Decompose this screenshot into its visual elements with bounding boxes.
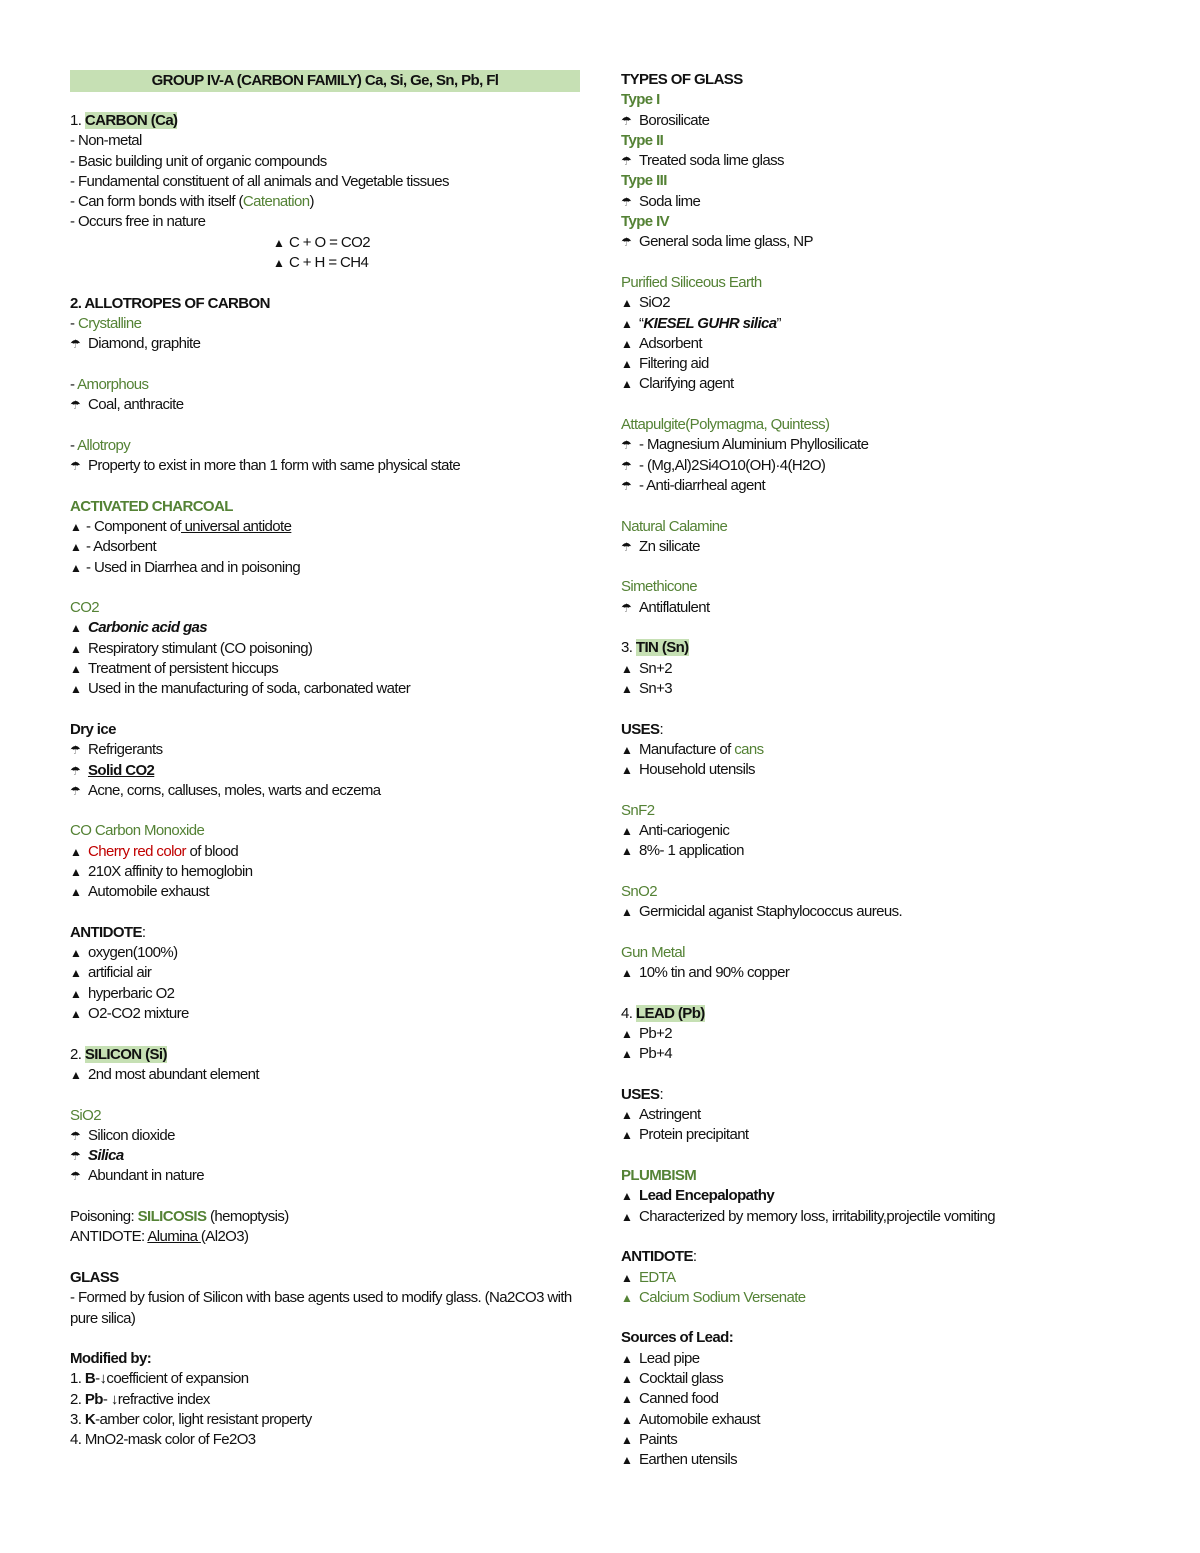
list-item: ▲ O2-CO2 mixture: [70, 1004, 580, 1024]
section-heading: ACTIVATED CHARCOAL: [70, 497, 233, 515]
bullet-icon: ▲: [621, 823, 633, 838]
section-heading: SnF2: [621, 801, 655, 819]
section-heading: SnO2: [621, 882, 657, 900]
list-item: ▲ Protein precipitant: [621, 1125, 1141, 1145]
bullet-icon: ▲: [621, 316, 633, 331]
list-item: ▲ Treatment of persistent hiccups: [70, 659, 580, 679]
text-paragraph: - Formed by fusion of Silicon with base agents used to modify glass. (Na2CO3 with pure silica): [70, 1289, 572, 1327]
bullet-icon: ▲: [70, 641, 82, 656]
bullet-icon: ▲: [621, 844, 633, 859]
list-item: ▲ 210X affinity to hemoglobin: [70, 862, 580, 882]
list-item: ▲ Used in the manufacturing of soda, carbonated water: [70, 679, 580, 699]
list-item: ▲ 8%- 1 application: [621, 841, 1141, 861]
list-item: ▲ - Component of universal antidote: [70, 517, 580, 537]
list-item: ▲ Carbonic acid gas: [70, 618, 580, 638]
list-item: ▲ oxygen(100%): [70, 943, 580, 963]
bullet-icon: ▲: [621, 1209, 633, 1224]
sub-bullet-icon: ☂: [621, 458, 632, 473]
list-item: ☂ Abundant in nature: [70, 1166, 580, 1186]
text-line: - Amorphous: [70, 375, 149, 393]
bullet-icon: ▲: [621, 742, 633, 757]
left-column: [70, 70, 580, 1451]
section-heading: TYPES OF GLASS: [621, 71, 743, 88]
section-heading: Natural Calamine: [621, 517, 728, 535]
bullet-icon: ▲: [70, 662, 82, 677]
list-item: ☂ - (Mg,Al)2Si4O10(OH)·4(H2O): [621, 456, 1141, 476]
list-item: ☂ Silica: [70, 1146, 580, 1166]
list-item: ▲ Pb+4: [621, 1044, 1141, 1064]
silicon-heading: 2. SILICON (Si): [70, 1045, 167, 1063]
lead-heading: 4. LEAD (Pb): [621, 1004, 705, 1022]
bullet-icon: ▲: [70, 1007, 82, 1022]
sub-bullet-icon: ☂: [70, 1128, 81, 1143]
bullet-icon: ▲: [621, 763, 633, 778]
list-item: ▲ Respiratory stimulant (CO poisoning): [70, 639, 580, 659]
list-item: ▲ Astringent: [621, 1105, 1141, 1125]
list-item: ▲ “KIESEL GUHR silica”: [621, 314, 1141, 334]
bullet-icon: ▲: [621, 905, 633, 920]
bullet-icon: ▲: [273, 256, 285, 271]
bullet-icon: ▲: [70, 844, 82, 859]
bullet-icon: ▲: [70, 986, 82, 1001]
bullet-icon: ▲: [621, 1189, 633, 1204]
list-item: ▲ Lead Encepalopathy: [621, 1186, 1141, 1206]
bullet-icon: ▲: [621, 661, 633, 676]
tin-heading: 3. TIN (Sn): [621, 639, 689, 657]
bullet-icon: ▲: [621, 681, 633, 696]
list-item: ▲ Lead pipe: [621, 1349, 1141, 1369]
text-line: - Can form bonds with itself (Catenation): [70, 193, 314, 211]
bullet-icon: ▲: [621, 1290, 633, 1305]
sub-bullet-icon: ☂: [621, 600, 632, 615]
sub-bullet-icon: ☂: [621, 438, 632, 453]
page-title: GROUP IV-A (CARBON FAMILY) Ca, Si, Ge, Sn, Pb, Fl: [70, 70, 580, 92]
text-line: - Fundamental constituent of all animals and Vegetable tissues: [70, 172, 449, 190]
text-line: - Allotropy: [70, 436, 131, 454]
list-item: ☂ Property to exist in more than 1 form with same physical state: [70, 456, 580, 476]
bullet-icon: ▲: [70, 519, 82, 534]
section-heading: Dry ice: [70, 720, 116, 738]
section-heading: CO Carbon Monoxide: [70, 822, 205, 840]
sub-bullet-icon: ☂: [621, 194, 632, 209]
type-label: Type III: [621, 172, 667, 190]
list-item: ☂ Refrigerants: [70, 740, 580, 760]
section-heading: ANTIDOTE:: [621, 1248, 697, 1266]
bullet-icon: ▲: [70, 864, 82, 879]
bullet-icon: ▲: [621, 1047, 633, 1062]
bullet-icon: ▲: [621, 966, 633, 981]
list-item: ▲ hyperbaric O2: [70, 984, 580, 1004]
bullet-icon: ▲: [70, 560, 82, 575]
list-item: ☂ Diamond, graphite: [70, 334, 580, 354]
bullet-icon: ▲: [70, 621, 82, 636]
list-item: ▲ Anti-cariogenic: [621, 821, 1141, 841]
section-heading: 2. ALLOTROPES OF CARBON: [70, 294, 270, 312]
list-item: ▲ Characterized by memory loss, irritability,projectile vomiting: [621, 1207, 1141, 1227]
section-heading: Purified Siliceous Earth: [621, 273, 762, 291]
list-item: ▲ - Used in Diarrhea and in poisoning: [70, 558, 580, 578]
list-item: ☂ Silicon dioxide: [70, 1126, 580, 1146]
poisoning-line: Poisoning: SILICOSIS (hemoptysis): [70, 1208, 289, 1226]
text-line: - Crystalline: [70, 314, 142, 332]
list-item: ▲ Sn+3: [621, 679, 1141, 699]
section-heading: GLASS: [70, 1268, 119, 1286]
bullet-icon: ▲: [621, 1453, 633, 1468]
type-label: Type I: [621, 91, 660, 109]
type-label: Type IV: [621, 213, 670, 231]
bullet-icon: ▲: [621, 336, 633, 351]
right-column: [621, 70, 1141, 1470]
list-item: ▲ Germicidal aganist Staphylococcus aureus.: [621, 902, 1141, 922]
bullet-icon: ▲: [621, 296, 633, 311]
bullet-icon: ▲: [621, 1412, 633, 1427]
bullet-icon: ▲: [70, 885, 82, 900]
sub-bullet-icon: ☂: [621, 235, 632, 250]
section-heading: SiO2: [70, 1106, 101, 1124]
equation: ▲ C + O = CO2: [70, 233, 580, 253]
list-item: ☂ Acne, corns, calluses, moles, warts and eczema: [70, 781, 580, 801]
list-item: ☂ Soda lime: [621, 192, 1141, 212]
list-item: ▲ Household utensils: [621, 760, 1141, 780]
sub-bullet-icon: ☂: [621, 539, 632, 554]
sub-bullet-icon: ☂: [70, 743, 81, 758]
section-heading: Sources of Lead:: [621, 1329, 734, 1347]
section-heading: Modified by:: [70, 1350, 152, 1368]
section-heading: ANTIDOTE:: [70, 923, 146, 941]
list-item: ☂ - Magnesium Aluminium Phyllosilicate: [621, 435, 1141, 455]
list-item: ▲ 10% tin and 90% copper: [621, 963, 1141, 983]
sub-bullet-icon: ☂: [621, 478, 632, 493]
bullet-icon: ▲: [621, 1392, 633, 1407]
section-heading: PLUMBISM: [621, 1167, 697, 1185]
list-item: ☂ Coal, anthracite: [70, 395, 580, 415]
list-item: ▲ Sn+2: [621, 659, 1141, 679]
sub-bullet-icon: ☂: [621, 113, 632, 128]
list-item: ☂ Solid CO2: [70, 761, 580, 781]
equation: ▲ C + H = CH4: [70, 253, 580, 273]
sub-bullet-icon: ☂: [70, 1149, 81, 1164]
list-item: ☂ Zn silicate: [621, 537, 1141, 557]
list-item: ▲ 2nd most abundant element: [70, 1065, 580, 1085]
bullet-icon: ▲: [621, 1372, 633, 1386]
list-item: ☂ Antiflatulent: [621, 598, 1141, 618]
bullet-icon: ▲: [70, 540, 82, 555]
type-label: Type II: [621, 131, 664, 149]
bullet-icon: ▲: [621, 377, 633, 392]
antidote-line: ANTIDOTE: Alumina (Al2O3): [70, 1228, 249, 1246]
list-item: ▲ Pb+2: [621, 1024, 1141, 1044]
section-heading: Gun Metal: [621, 943, 685, 961]
section-heading: USES:: [621, 1085, 664, 1103]
sub-bullet-icon: ☂: [70, 763, 81, 778]
list-item: ☂ Treated soda lime glass: [621, 151, 1141, 171]
list-item: ▲ Paints: [621, 1430, 1141, 1450]
sub-bullet-icon: ☂: [70, 459, 81, 474]
bullet-icon: ▲: [621, 1432, 633, 1447]
text-line: - Occurs free in nature: [70, 213, 206, 231]
section-heading: Attapulgite(Polymagma, Quintess): [621, 416, 830, 434]
list-item: ▲ Manufacture of cans: [621, 740, 1141, 760]
sub-bullet-icon: ☂: [70, 1169, 81, 1184]
bullet-icon: ▲: [70, 946, 82, 961]
list-item: ☂ - Anti-diarrheal agent: [621, 476, 1141, 496]
bullet-icon: ▲: [273, 235, 285, 250]
list-item: ▲ - Adsorbent: [70, 537, 580, 557]
list-item: ▲ Canned food: [621, 1389, 1141, 1409]
list-item: ▲ Clarifying agent: [621, 374, 1141, 394]
bullet-icon: ▲: [621, 1108, 633, 1123]
bullet-icon: ▲: [70, 966, 82, 981]
list-item: ▲ EDTA: [621, 1268, 1141, 1288]
bullet-icon: ▲: [70, 1067, 82, 1082]
bullet-icon: ▲: [621, 1128, 633, 1143]
list-item: 3. K-amber color, light resistant property: [70, 1411, 312, 1428]
list-item: ▲ Cocktail glass: [621, 1369, 1141, 1389]
list-item: 4. MnO2-mask color of Fe2O3: [70, 1431, 256, 1449]
bullet-icon: ▲: [70, 682, 82, 697]
sub-bullet-icon: ☂: [621, 154, 632, 169]
text-line: - Basic building unit of organic compounds: [70, 152, 327, 170]
bullet-icon: ▲: [621, 357, 633, 372]
list-item: 1. B-↓coefficient of expansion: [70, 1370, 249, 1388]
list-item: ▲ artificial air: [70, 963, 580, 983]
list-item: ▲ Automobile exhaust: [70, 882, 580, 902]
list-item: ▲ Automobile exhaust: [621, 1410, 1141, 1430]
list-item: ▲ SiO2: [621, 293, 1141, 313]
section-heading: CO2: [70, 599, 100, 617]
list-item: ▲ Filtering aid: [621, 354, 1141, 374]
list-item: ▲ Calcium Sodium Versenate: [621, 1288, 1141, 1308]
bullet-icon: ▲: [621, 1270, 633, 1285]
section-heading: USES:: [621, 720, 664, 738]
list-item: 2. Pb- ↓refractive index: [70, 1390, 210, 1408]
bullet-icon: ▲: [621, 1351, 633, 1366]
section-heading: Simethicone: [621, 578, 697, 596]
bullet-icon: ▲: [621, 1026, 633, 1041]
sub-bullet-icon: ☂: [70, 337, 81, 352]
list-item: ▲ Earthen utensils: [621, 1450, 1141, 1470]
list-item: ▲ Cherry red color of blood: [70, 842, 580, 862]
list-item: ▲ Adsorbent: [621, 334, 1141, 354]
carbon-heading: 1. CARBON (Ca): [70, 112, 178, 129]
sub-bullet-icon: ☂: [70, 398, 81, 413]
text-line: - Non-metal: [70, 132, 142, 150]
list-item: ☂ General soda lime glass, NP: [621, 232, 1141, 252]
sub-bullet-icon: ☂: [70, 783, 81, 798]
list-item: ☂ Borosilicate: [621, 111, 1141, 131]
